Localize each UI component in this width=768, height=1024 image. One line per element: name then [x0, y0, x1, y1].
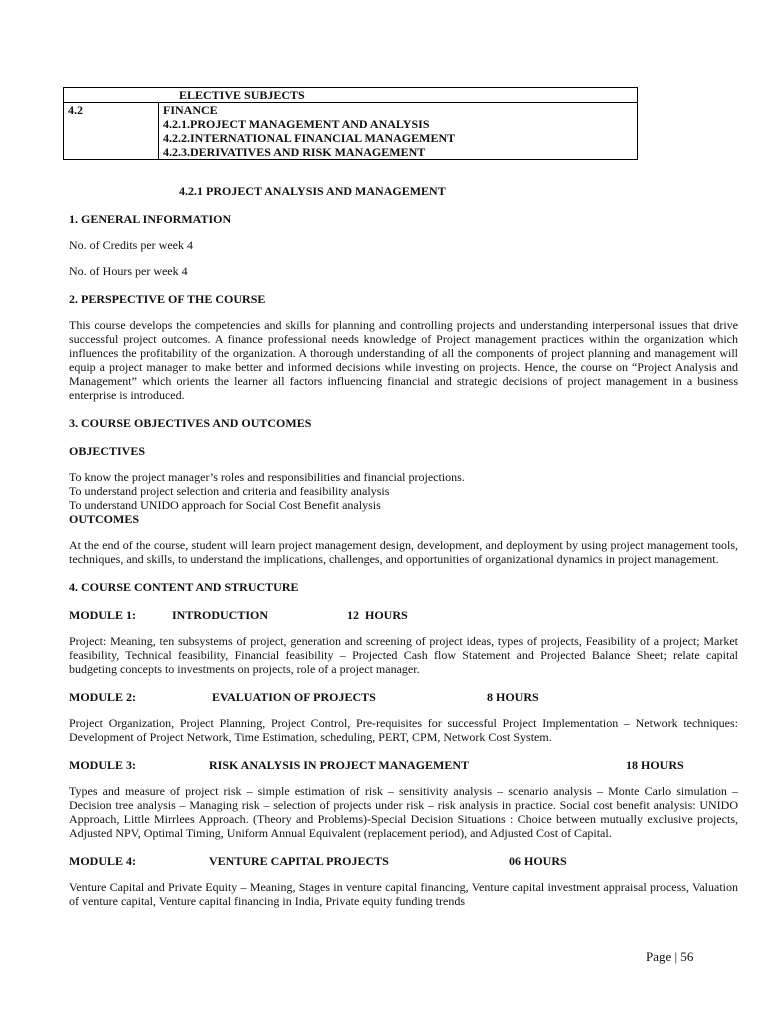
module-label: MODULE 3: — [69, 758, 136, 772]
module-3-text: Types and measure of project risk – simple estimation of risk – sensitivity analysis – scenario analysis – Monte Carlo simulation – Decision tree analysis – Managing risk – selection of projects under risk – risk analysis in practice. Social cost benefit analysis: UNIDO Approach, Little Mirrlees Approach. (Theory and Problems)-Special Decision Situations : Choice between mutually exclusive projects, Adjusted NPV, Optimal Timing, Uniform Annual Equivalent (replacement period), and Adjusted Cost of Capital. — [69, 784, 738, 840]
objectives-subheading: OBJECTIVES — [69, 444, 146, 458]
objective-item: To understand UNIDO approach for Social Cost Benefit analysis — [69, 498, 381, 512]
subject-item: 4.2.3.DERIVATIVES AND RISK MANAGEMENT — [163, 145, 426, 159]
subject-code: 4.2 — [64, 103, 159, 160]
course-title: 4.2.1 PROJECT ANALYSIS AND MANAGEMENT — [179, 184, 446, 198]
module-2-text: Project Organization, Project Planning, Project Control, Pre-requisites for successful Project Implementation – Network techniques: Development of Project Network, Time Estimation, scheduling, PERT, CPM, Network Cost System. — [69, 716, 738, 744]
module-3-heading — [69, 758, 738, 772]
section-heading-general: 1. GENERAL INFORMATION — [69, 212, 232, 226]
outcomes-subheading: OUTCOMES — [69, 512, 140, 526]
hours-line: No. of Hours per week 4 — [69, 264, 188, 278]
module-1-heading — [69, 608, 738, 622]
credits-line: No. of Credits per week 4 — [69, 238, 193, 252]
document-body — [69, 180, 738, 908]
subject-list — [159, 103, 638, 160]
module-hours: 18 HOURS — [626, 758, 684, 772]
module-title: EVALUATION OF PROJECTS — [212, 690, 376, 704]
subject-item: 4.2.1.PROJECT MANAGEMENT AND ANALYSIS — [163, 117, 430, 131]
perspective-paragraph: This course develops the competencies and skills for planning and controlling projects and understanding interpersonal issues that drive successful project outcomes. A finance professional needs knowledge of Project management practices within the organization which influences the profitability of the organization. A thorough understanding of all the components of project planning and management will equip a project manager to make better and informed decisions while investing on projects. Hence, the course on “Project Analysis and Management” which orients the learner all factors influencing financial and strategic decisions of project management in a business enterprise is introduced. — [69, 318, 738, 402]
objectives-list — [69, 470, 738, 512]
module-2-heading — [69, 690, 738, 704]
objective-item: To understand project selection and criteria and feasibility analysis — [69, 484, 390, 498]
module-4-heading — [69, 854, 738, 868]
module-title: VENTURE CAPITAL PROJECTS — [209, 854, 389, 868]
table-row — [64, 103, 638, 160]
subject-item: 4.2.2.INTERNATIONAL FINANCIAL MANAGEMENT — [163, 131, 456, 145]
page-number: Page | 56 — [646, 949, 694, 964]
table-header: ELECTIVE SUBJECTS — [64, 88, 638, 103]
outcomes-paragraph: At the end of the course, student will learn project management design, development, and deployment by using project management tools, techniques, and skills, to understand the implications, challenges, and opportunities of organizational dynamics in project management. — [69, 538, 738, 566]
module-hours: 8 HOURS — [487, 690, 539, 704]
section-heading-content: 4. COURSE CONTENT AND STRUCTURE — [69, 580, 299, 594]
subject-item: FINANCE — [163, 103, 218, 117]
objective-item: To know the project manager’s roles and responsibilities and financial projections. — [69, 470, 465, 484]
module-1-text: Project: Meaning, ten subsystems of project, generation and screening of project ideas, types of projects, Feasibility of a project; Market feasibility, Technical feasibility, Financial feasibility – Projected Cash flow Statement and Projected Balance Sheet; relate capital budgeting concepts to investments on projects, role of a project manager. — [69, 634, 738, 676]
module-label: MODULE 4: — [69, 854, 136, 868]
module-title: RISK ANALYSIS IN PROJECT MANAGEMENT — [209, 758, 470, 772]
elective-subjects-table — [63, 87, 638, 160]
module-4-text: Venture Capital and Private Equity – Meaning, Stages in venture capital financing, Venture capital investment appraisal process, Valuation of venture capital, Venture capital financing in India, Private equity funding trends — [69, 880, 738, 908]
module-hours: 12 HOURS — [347, 608, 408, 622]
section-heading-perspective: 2. PERSPECTIVE OF THE COURSE — [69, 292, 266, 306]
module-hours: 06 HOURS — [509, 854, 567, 868]
section-heading-objectives: 3. COURSE OBJECTIVES AND OUTCOMES — [69, 416, 312, 430]
module-label: MODULE 1: — [69, 608, 136, 622]
module-title: INTRODUCTION — [172, 608, 269, 622]
module-label: MODULE 2: — [69, 690, 136, 704]
table-header-row — [64, 88, 638, 103]
